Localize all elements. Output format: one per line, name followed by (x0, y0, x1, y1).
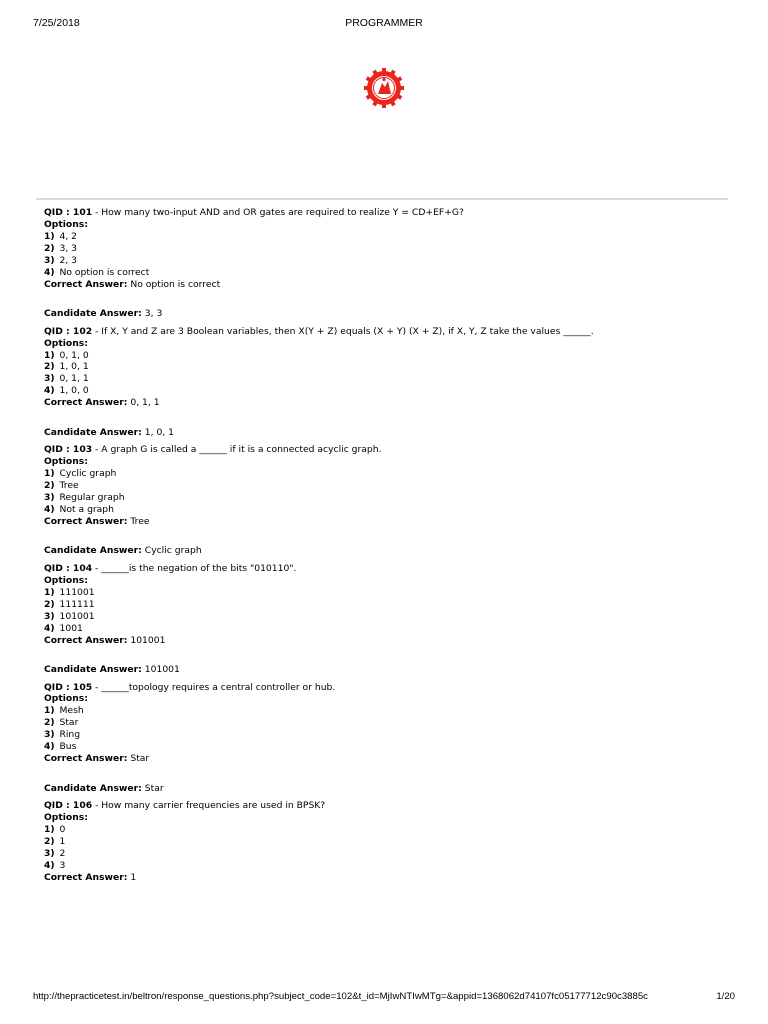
option-row (44, 824, 734, 836)
option-text: 101001 (59, 610, 95, 622)
question-block (44, 207, 734, 320)
candidate-answer-line (44, 308, 734, 320)
option-text: 0, 1, 0 (59, 349, 89, 361)
option-row (44, 836, 734, 848)
option-number: 3) (44, 729, 55, 741)
option-number: 1) (44, 586, 55, 598)
option-text: Not a graph (59, 504, 114, 516)
options-label: Options: (44, 693, 88, 705)
option-text: 1001 (59, 622, 83, 634)
page-number: 1/20 (716, 991, 735, 1002)
question-id: QID : 103 (44, 444, 93, 456)
option-number: 2) (44, 480, 55, 492)
options-label: Options: (44, 218, 88, 230)
options-label: Options: (44, 456, 88, 468)
option-row (44, 611, 734, 623)
question-line (44, 800, 734, 812)
option-text: Cyclic graph (59, 468, 117, 480)
correct-answer-value: 1 (130, 871, 137, 883)
option-row (44, 492, 734, 504)
organization-seal-icon (363, 67, 405, 109)
option-row (44, 350, 734, 362)
option-number: 2) (44, 361, 55, 373)
option-text: 3, 3 (59, 242, 78, 254)
question-id: QID : 102 (44, 325, 93, 337)
correct-answer-value: No option is correct (130, 278, 221, 290)
options-label: Options: (44, 574, 88, 586)
option-number: 4) (44, 741, 55, 753)
question-id: QID : 104 (44, 562, 93, 574)
option-number: 2) (44, 717, 55, 729)
options-label: Options: (44, 337, 88, 349)
option-text: Regular graph (59, 492, 125, 504)
question-block (44, 563, 734, 676)
option-number: 4) (44, 504, 55, 516)
question-text: - How many carrier frequencies are used in BPSK? (92, 800, 326, 812)
question-line (44, 444, 734, 456)
candidate-answer-line (44, 664, 734, 676)
correct-answer-line (44, 279, 734, 291)
question-text: - ______topology requires a central controller or hub. (92, 681, 336, 693)
correct-answer-label: Correct Answer: (44, 753, 128, 765)
correct-answer-line (44, 753, 734, 765)
question-block (44, 682, 734, 795)
correct-answer-value: Tree (130, 515, 150, 527)
option-text: 111001 (59, 586, 95, 598)
option-text: 1, 0, 1 (59, 361, 89, 373)
option-text: Bus (59, 741, 77, 753)
correct-answer-label: Correct Answer: (44, 278, 128, 290)
option-row (44, 373, 734, 385)
option-row (44, 231, 734, 243)
option-number: 3) (44, 610, 55, 622)
source-url[interactable]: http://thepracticetest.in/beltron/response_questions.php?subject_code=102&t_id=MjIwNTIwMTg=&appid=1368062d74107fc05177712c90c3885c (33, 991, 648, 1002)
option-row (44, 729, 734, 741)
option-number: 4) (44, 266, 55, 278)
print-date: 7/25/2018 (33, 17, 80, 29)
question-id: QID : 106 (44, 800, 93, 812)
candidate-answer-line (44, 427, 734, 439)
question-line (44, 326, 734, 338)
candidate-answer-label: Candidate Answer: (44, 308, 142, 320)
option-number: 1) (44, 349, 55, 361)
option-number: 3) (44, 492, 55, 504)
option-number: 4) (44, 622, 55, 634)
option-text: 2 (59, 847, 66, 859)
option-number: 3) (44, 373, 55, 385)
option-row (44, 623, 734, 635)
option-row (44, 385, 734, 397)
option-row (44, 480, 734, 492)
option-number: 1) (44, 230, 55, 242)
correct-answer-line (44, 635, 734, 647)
question-line (44, 207, 734, 219)
option-row (44, 741, 734, 753)
print-footer (33, 991, 735, 1005)
correct-answer-line (44, 397, 734, 409)
option-text: Tree (59, 480, 79, 492)
option-row (44, 599, 734, 611)
correct-answer-value: Star (130, 753, 150, 765)
option-row (44, 504, 734, 516)
candidate-answer-label: Candidate Answer: (44, 782, 142, 794)
candidate-answer-line (44, 783, 734, 795)
print-header (33, 17, 735, 31)
correct-answer-label: Correct Answer: (44, 397, 128, 409)
option-row (44, 361, 734, 373)
option-text: 0 (59, 824, 66, 836)
candidate-answer-label: Candidate Answer: (44, 545, 142, 557)
section-divider (36, 198, 728, 200)
option-text: 0, 1, 1 (59, 373, 89, 385)
options-label: Options: (44, 812, 88, 824)
correct-answer-label: Correct Answer: (44, 871, 128, 883)
option-row (44, 587, 734, 599)
option-number: 3) (44, 847, 55, 859)
candidate-answer-value: Star (144, 782, 164, 794)
question-text: - A graph G is called a ______ if it is a connected acyclic graph. (92, 444, 382, 456)
question-list (44, 207, 734, 889)
candidate-answer-value: 3, 3 (144, 308, 163, 320)
correct-answer-value: 0, 1, 1 (130, 397, 160, 409)
option-row (44, 267, 734, 279)
option-row (44, 468, 734, 480)
option-number: 1) (44, 705, 55, 717)
option-row (44, 705, 734, 717)
question-id: QID : 101 (44, 207, 93, 218)
option-number: 1) (44, 824, 55, 836)
option-text: Star (59, 717, 79, 729)
option-number: 3) (44, 254, 55, 266)
option-row (44, 860, 734, 872)
option-row (44, 255, 734, 267)
candidate-answer-label: Candidate Answer: (44, 426, 142, 438)
question-block (44, 326, 734, 439)
option-text: 111111 (59, 598, 95, 610)
option-row (44, 848, 734, 860)
question-block (44, 800, 734, 884)
option-text: 1, 0, 0 (59, 385, 89, 397)
option-number: 2) (44, 835, 55, 847)
correct-answer-value: 101001 (130, 634, 166, 646)
question-line (44, 563, 734, 575)
seal-graphic (363, 67, 405, 109)
candidate-answer-value: 101001 (144, 664, 180, 676)
option-number: 4) (44, 859, 55, 871)
option-number: 4) (44, 385, 55, 397)
question-text: - If X, Y and Z are 3 Boolean variables, then X(Y + Z) equals (X + Y) (X + Z), if X, Y, Z take the values ______. (92, 325, 594, 337)
correct-answer-line (44, 872, 734, 884)
option-text: 2, 3 (59, 254, 78, 266)
correct-answer-label: Correct Answer: (44, 634, 128, 646)
option-text: 4, 2 (59, 230, 78, 242)
candidate-answer-value: 1, 0, 1 (144, 426, 174, 438)
option-text: Ring (59, 729, 81, 741)
option-row (44, 717, 734, 729)
question-id: QID : 105 (44, 681, 93, 693)
option-text: No option is correct (59, 266, 150, 278)
question-text: - How many two-input AND and OR gates are required to realize Y = CD+EF+G? (92, 207, 464, 218)
candidate-answer-value: Cyclic graph (144, 545, 202, 557)
correct-answer-line (44, 516, 734, 528)
question-block (44, 444, 734, 557)
candidate-answer-label: Candidate Answer: (44, 664, 142, 676)
option-number: 2) (44, 598, 55, 610)
option-text: 1 (59, 835, 66, 847)
option-row (44, 243, 734, 255)
correct-answer-label: Correct Answer: (44, 515, 128, 527)
option-number: 2) (44, 242, 55, 254)
question-line (44, 682, 734, 694)
option-number: 1) (44, 468, 55, 480)
option-text: 3 (59, 859, 66, 871)
candidate-answer-line (44, 545, 734, 557)
question-text: - ______is the negation of the bits "010110". (92, 562, 297, 574)
option-text: Mesh (59, 705, 84, 717)
page-title: PROGRAMMER (345, 17, 423, 29)
